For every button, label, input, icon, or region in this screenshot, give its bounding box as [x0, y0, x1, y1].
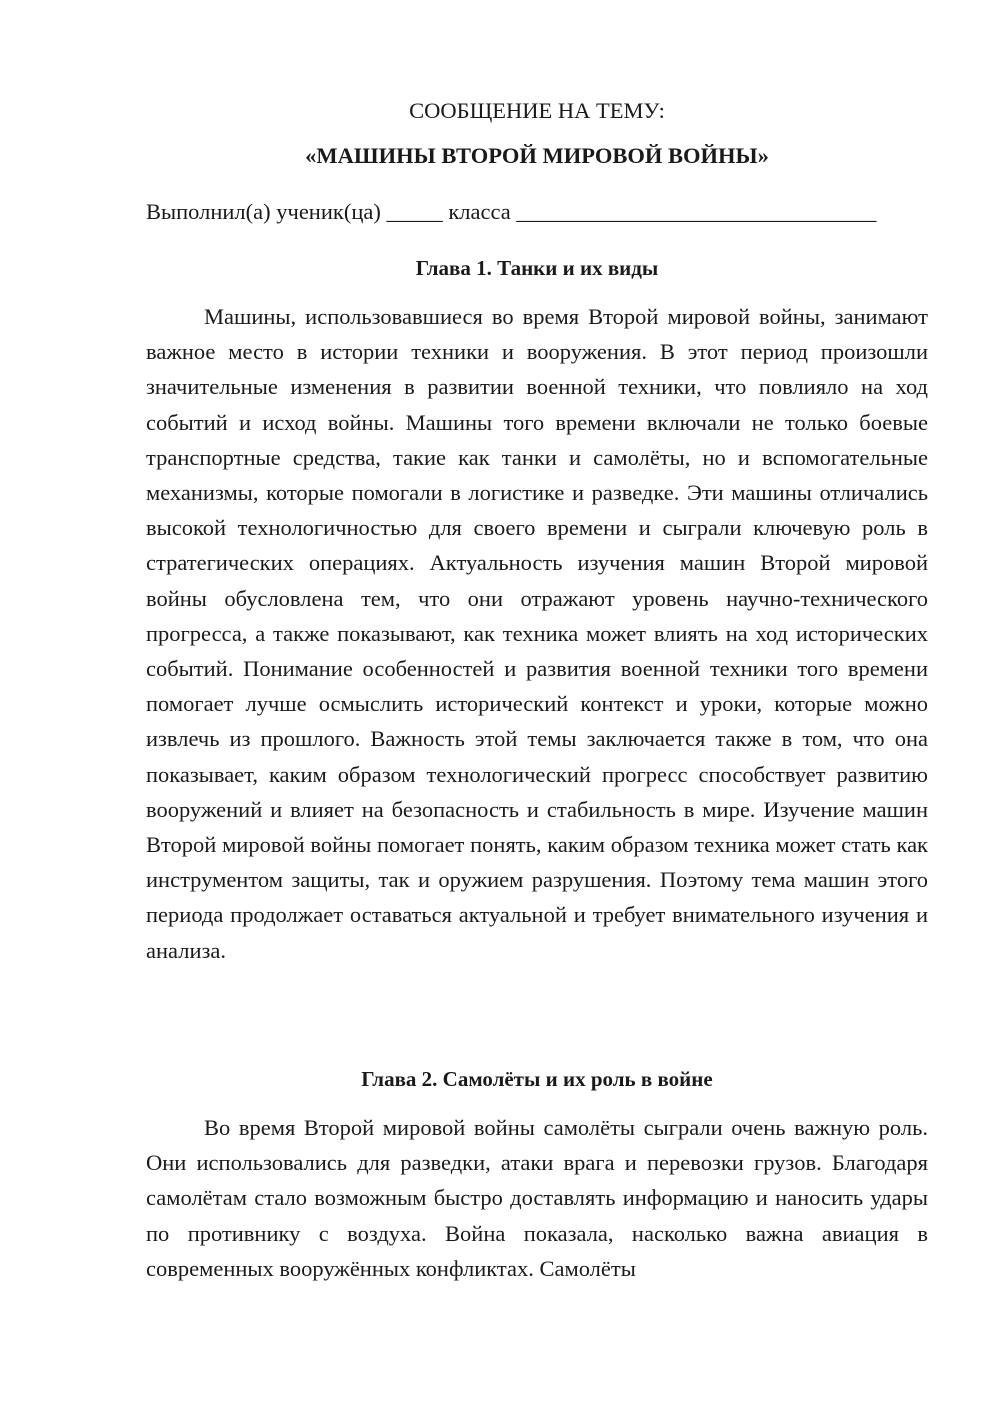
author-line: Выполнил(а) ученик(ца) _____ класса ________________________________ — [146, 199, 877, 224]
chapter-1-paragraph: Машины, использовавшиеся во время Второй мировой войны, занимают важное место в истории техники и вооружения. В этот период произошли значительные изменения в развитии военной техники, что повлияло на ход событий и исход войны. Машины того времени включали не только боевые транспортные средства, такие как танки и самолёты, но и вспомогательные механизмы, которые помогали в логистике и разведке. Эти машины отличались высокой технологичностью для своего времени и сыграли ключевую роль в стратегических операциях. Актуальность изучения машин Второй мировой войны обусловлена тем, что они отражают уровень научно-технического прогресса, а также показывают, как техника может влиять на ход исторических событий. Понимание особенностей и развития военной техники того времени помогает лучше осмыслить исторический контекст и уроки, которые можно извлечь из прошлого. Важность этой темы заключается также в том, что она показывает, каким образом технологический прогресс способствует развитию вооружений и влияет на безопасность и стабильность в мире. Изучение машин Второй мировой войны помогает понять, каким образом техника может стать как инструментом защиты, так и оружием разрушения. Поэтому тема машин этого периода продолжает оставаться актуальной и требует внимательного изучения и анализа. — [146, 304, 928, 963]
chapter-1-heading: Глава 1. Танки и их виды — [415, 256, 659, 280]
chapter-2-heading: Глава 2. Самолёты и их роль в войне — [361, 1067, 713, 1091]
chapter-2-paragraph: Во время Второй мировой войны самолёты сыграли очень важную роль. Они использовались для разведки, атаки врага и перевозки грузов. Благодаря самолётам стало возможным быстро доставлять информацию и наносить удары по противнику с воздуха. Война показала, насколько важна авиация в современных вооружённых конфликтах. Самолёты — [146, 1115, 928, 1281]
document-subject: СООБЩЕНИЕ НА ТЕМУ: — [409, 98, 665, 123]
document-title: «МАШИНЫ ВТОРОЙ МИРОВОЙ ВОЙНЫ» — [305, 143, 769, 168]
